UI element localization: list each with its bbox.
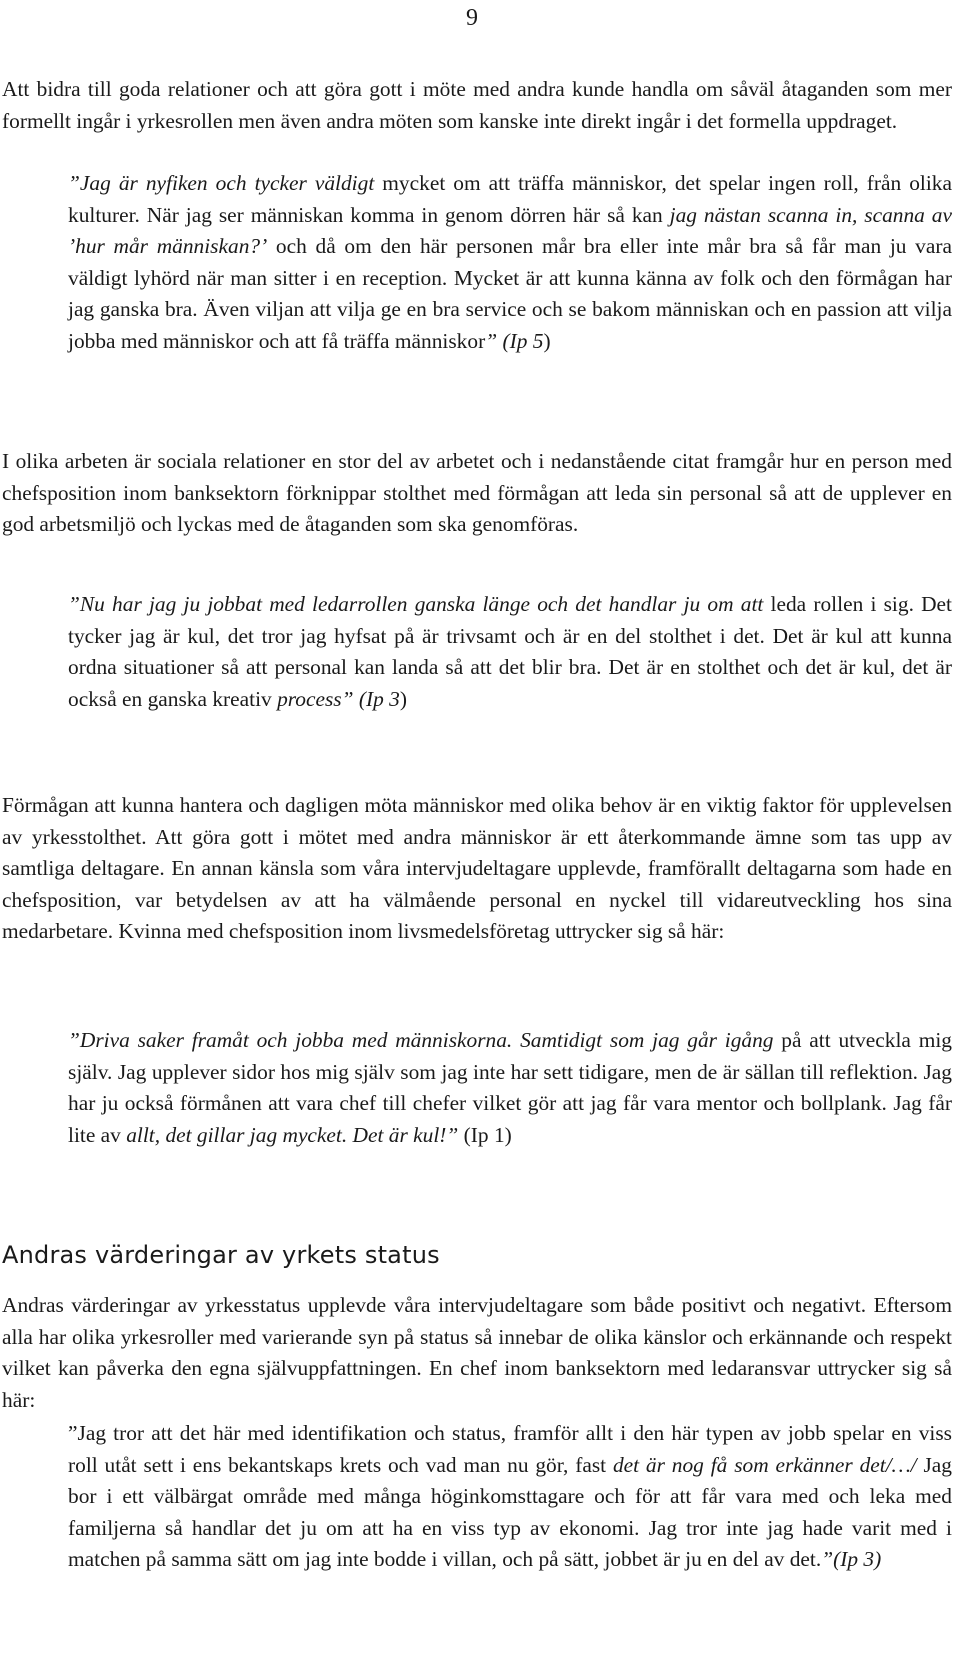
quote-ip3s-citation: ”(Ip 3) [821, 1547, 882, 1571]
section-heading: Andras värderingar av yrkets status [2, 1241, 440, 1269]
quote-ip3-italic-start: ”Nu har jag ju jobbat med ledarrollen ganska länge och det handlar ju om att [68, 592, 764, 616]
quote-ip3-citation: process” (Ip 3 [277, 686, 400, 711]
paragraph-social-relations: I olika arbeten är sociala relationer en stor del av arbetet och i nedanstående citat framgår hur en person med chefsposition inom banksektorn förknippar stolthet med förmågan att leda sin personal så att de upplever en god arbetsmiljö och lyckas med de åtaganden som ska genomföras. [2, 449, 952, 536]
quote-ip3s-italic: det är nog få som erkänner det/…/ [612, 1452, 917, 1477]
quote-ip1-text: på att utveckla mig själv. Jag upplever sidor hos mig själv som jag inte har sett tidigare, men de är sällan till reflektion. Jag har ju också förmånen att vara chef till chefer vilket gör att jag får vara mentor och bollplank. Jag får lite av [68, 1028, 952, 1147]
quote-ip5 [68, 168, 952, 357]
quote-ip5-text: mycket om att träffa människor, det spelar ingen roll, från olika kulturer. När jag ser människan komma in genom dörren här så kan [68, 171, 952, 227]
quote-ip1-italic-end: allt, det gillar jag mycket. Det är kul!” [126, 1122, 459, 1147]
quote-ip3s-text-cont: Jag bor i ett välbärgat område med många höginkomsttagare och för att får vara med och leka med familjerna så handlar det ju om att ha en viss typ av ekonomi. Jag tror inte jag hade varit med i matchen på samma sätt om jag inte bodde i villan, och på sätt, jobbet är ju en del av det. [68, 1452, 952, 1571]
quote-ip5-italic-mid: jag nästan scanna in, scanna av ’hur mår människan?’ [68, 202, 952, 258]
quote-ip5-italic-start: ”Jag är nyfiken och tycker väldigt [68, 171, 375, 195]
paragraph-others-values: Andras värderingar av yrkesstatus upplevde våra intervjudeltagare som både positivt och negativt. Eftersom alla har olika yrkesroller med varierande syn på status så innebar de olika känslor och erkännande och respekt vilket kan påverka den egna självuppfattningen. En chef inom banksektorn med ledaransvar uttrycker sig så här: [2, 1293, 952, 1412]
quote-ip3-citation-end: ) [399, 686, 407, 711]
quote-ip1-italic-start: ”Driva saker framåt och jobba med människorna. Samtidigt som jag går igång [68, 1028, 774, 1052]
quote-ip3-leadership [68, 589, 952, 715]
quote-ip3s-text: ”Jag tror att det här med identifikation och status, framför allt i den här typen av jobb spelar en viss roll utåt sett i ens bekantskaps krets och vad man nu gör, fast [68, 1421, 952, 1477]
paragraph-intro: Att bidra till goda relationer och att göra gott i möte med andra kunde handla om såväl åtaganden som mer formellt ingår i yrkesrollen men även andra möten som kanske inte direkt ingår i det formella uppdraget. [2, 77, 952, 133]
quote-ip5-text-cont: och då om den här personen mår bra eller inte mår bra så får man ju vara väldigt lyhörd när man sitter i en reception. Mycket är att kunna känna av folk och den förmågan har jag ganska bra. Även viljan att vilja ge en bra service och se bakom människan och en passion att vilja jobba med människor och att få träffa människor [68, 234, 952, 353]
quote-ip1-citation: (Ip 1) [458, 1122, 512, 1147]
quote-ip1 [68, 1025, 952, 1151]
quote-ip5-citation: ” (Ip 5 [485, 328, 544, 353]
page-number: 9 [466, 5, 478, 31]
paragraph-ability: Förmågan att kunna hantera och dagligen möta människor med olika behov är en viktig faktor för upplevelsen av yrkesstolthet. Att göra gott i mötet med andra människor är ett återkommande ämne som tas upp av samtliga deltagare. En annan känsla som våra intervjudeltagare upplevde, framförallt deltagarna som hade en chefsposition, var betydelsen av att ha välmående personal en nyckel till vidareutveckling hos sina medarbetare. Kvinna med chefsposition inom livsmedelsföretag uttrycker sig så här: [2, 793, 952, 943]
quote-ip3-text: leda rollen i sig. Det tycker jag är kul, det tror jag hyfsat på är trivsamt och är en del stolthet i det. Det är kul att kunna ordna situationer så att personal kan landa så att det blir bra. Det är en stolthet och det är kul, det är också en ganska kreativ [68, 592, 952, 711]
quote-ip5-citation-end: ) [543, 328, 551, 353]
quote-ip3-status [68, 1418, 952, 1576]
